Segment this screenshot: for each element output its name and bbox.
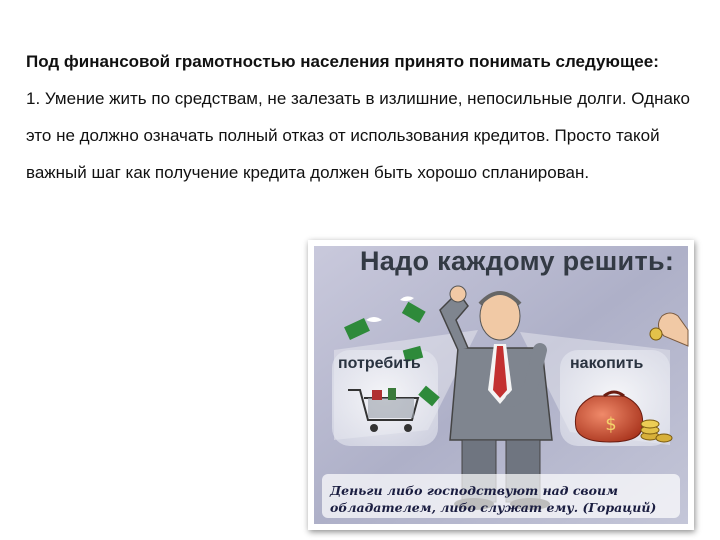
save-label: накопить — [570, 355, 644, 372]
text-block — [26, 43, 706, 191]
heading: Под финансовой грамотностью населения принято понимать следующее: — [26, 52, 659, 71]
consume-label: потребить — [338, 355, 421, 372]
illustration-title: Надо каждому решить: — [360, 246, 675, 276]
illustration — [308, 240, 694, 530]
illustration-quote: Деньги либо господствуют над своим обладателем, либо служат ему. (Гораций) — [330, 483, 657, 515]
paragraph: 1. Умение жить по средствам, не залезать в излишние, непосильные долги. Однако это не должно означать полный отказ от использования кредитов. Просто такой важный шаг как получение кредита должен быть хорошо спланирован. — [26, 89, 690, 182]
svg-text:$: $ — [605, 414, 617, 435]
